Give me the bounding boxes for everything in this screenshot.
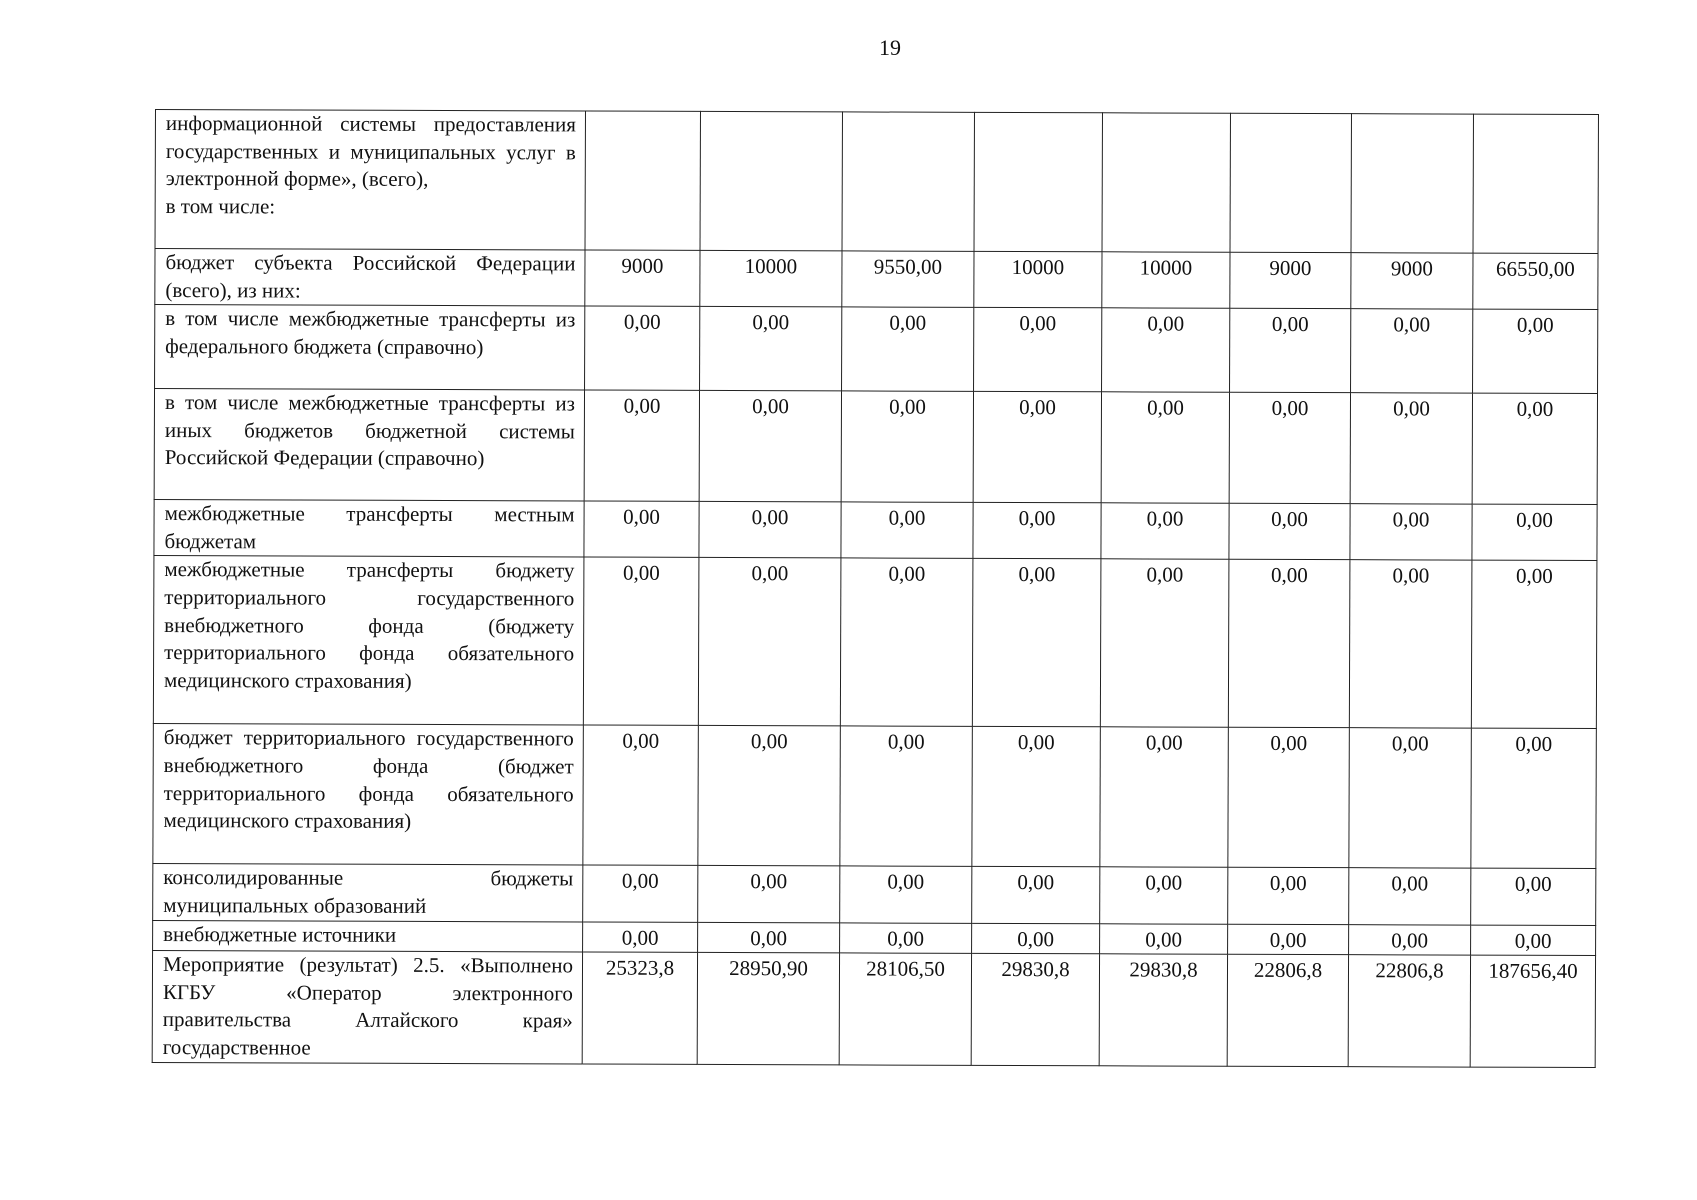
value-cell-year-2: 0,00 (700, 307, 842, 391)
row-label: бюджет территориального государственного внебюджетного фонда (бюджет территориального фонда обязательного медицинского страхования) (153, 724, 583, 866)
value-cell-year-3: 0,00 (840, 558, 973, 726)
value-cell-year-6: 0,00 (1228, 924, 1349, 955)
table-row-other-budget-transfers (154, 389, 1597, 505)
value-cell-year-6: 0,00 (1230, 308, 1351, 392)
value-cell-year-4: 29830,8 (971, 954, 1099, 1066)
value-cell-year-6: 0,00 (1228, 868, 1349, 925)
value-cell-year-1: 0,00 (583, 865, 698, 922)
value-cell-year-2: 0,00 (699, 502, 841, 559)
value-cell-total: 0,00 (1471, 868, 1596, 925)
value-cell-year-1: 0,00 (585, 306, 700, 390)
value-cell-year-7: 0,00 (1349, 868, 1471, 925)
value-cell-year-2 (700, 111, 842, 250)
value-cell-year-1: 0,00 (583, 725, 698, 865)
value-cell-year-6: 22806,8 (1227, 954, 1348, 1066)
value-cell-year-5: 0,00 (1100, 727, 1228, 867)
value-cell-year-4: 0,00 (972, 867, 1100, 924)
table-row-event-2-5 (152, 951, 1595, 1068)
value-cell-year-1: 25323,8 (582, 952, 697, 1064)
value-cell-year-5: 0,00 (1100, 559, 1229, 727)
value-cell-year-2: 0,00 (698, 866, 840, 923)
table-row-extrabudgetary-fund-budget (153, 724, 1596, 869)
table-row-local-budget-transfers (154, 500, 1597, 561)
value-cell-year-2: 10000 (700, 250, 842, 307)
value-cell-year-4: 0,00 (972, 923, 1100, 954)
value-cell-year-4: 10000 (974, 251, 1102, 308)
row-label: межбюджетные трансферты бюджету территориального государственного внебюджетного фонда (бюджету территориального фонда обязательного медицинского страхования) (153, 556, 584, 725)
value-cell-year-3: 0,00 (840, 922, 972, 953)
value-cell-total: 66550,00 (1473, 253, 1598, 310)
value-cell-year-5: 0,00 (1102, 308, 1230, 392)
budget-table (152, 109, 1599, 1068)
row-label (155, 110, 585, 251)
value-cell-year-4: 0,00 (973, 503, 1101, 560)
value-cell-year-2: 0,00 (698, 922, 840, 953)
row-label: бюджет субъекта Российской Федерации (всего), из них: (155, 249, 585, 307)
value-cell-year-7: 0,00 (1349, 924, 1471, 955)
row-label-text: информационной системы предоставления государственных и муниципальных услуг в электронной форме», (всего), (165, 111, 576, 192)
value-cell-year-6: 9000 (1230, 252, 1351, 309)
value-cell-total: 0,00 (1472, 504, 1597, 561)
value-cell-year-1: 0,00 (583, 557, 699, 725)
value-cell-year-7: 0,00 (1350, 393, 1472, 504)
value-cell-year-3: 0,00 (842, 307, 974, 391)
value-cell-year-4 (974, 112, 1102, 251)
value-cell-year-2: 0,00 (698, 726, 840, 866)
value-cell-year-7: 22806,8 (1348, 955, 1470, 1067)
value-cell-year-7 (1351, 114, 1473, 253)
value-cell-total: 0,00 (1471, 925, 1596, 956)
value-cell-year-5: 0,00 (1100, 923, 1228, 954)
value-cell-year-7: 0,00 (1349, 728, 1471, 868)
row-sublabel-text: в том числе: (165, 193, 276, 219)
value-cell-year-1 (585, 111, 700, 250)
value-cell-year-3: 0,00 (841, 502, 973, 559)
value-cell-total: 0,00 (1473, 309, 1598, 393)
value-cell-year-3: 0,00 (841, 391, 973, 502)
value-cell-year-1: 0,00 (584, 390, 699, 501)
value-cell-year-4: 0,00 (974, 308, 1102, 392)
value-cell-year-2: 28950,90 (697, 953, 839, 1065)
row-label: в том числе межбюджетные трансферты из федерального бюджета (справочно) (155, 305, 585, 391)
value-cell-year-5 (1102, 113, 1230, 252)
value-cell-year-3: 0,00 (840, 726, 972, 866)
value-cell-year-5: 0,00 (1101, 392, 1229, 503)
value-cell-total: 0,00 (1471, 560, 1597, 728)
value-cell-total: 187656,40 (1470, 955, 1595, 1067)
value-cell-year-3: 28106,50 (839, 953, 971, 1065)
table-row-regional-budget (155, 249, 1598, 310)
row-label: в том числе межбюджетные трансферты из иных бюджетов бюджетной системы Российской Федерации (справочно) (154, 389, 584, 502)
value-cell-year-1: 0,00 (583, 922, 698, 953)
value-cell-year-6: 0,00 (1228, 560, 1350, 728)
value-cell-year-7: 0,00 (1350, 504, 1472, 561)
value-cell-year-4: 0,00 (972, 727, 1100, 867)
value-cell-year-3 (842, 112, 974, 251)
page-number: 19 (879, 35, 901, 60)
value-cell-year-6: 0,00 (1229, 392, 1350, 503)
value-cell-year-2: 0,00 (699, 391, 841, 502)
table-row-extrabudgetary-fund-transfers (153, 556, 1597, 729)
value-cell-year-7: 0,00 (1349, 560, 1472, 728)
value-cell-year-6: 0,00 (1229, 503, 1350, 560)
value-cell-total: 0,00 (1472, 393, 1597, 504)
table-row-municipal-budgets (153, 864, 1596, 925)
value-cell-year-1: 0,00 (584, 501, 699, 558)
value-cell-year-5: 0,00 (1100, 867, 1228, 924)
value-cell-year-4: 0,00 (973, 392, 1101, 503)
value-cell-year-5: 10000 (1102, 252, 1230, 309)
value-cell-year-7: 9000 (1351, 253, 1473, 310)
table-row-extrabudgetary-sources (153, 920, 1596, 956)
row-label: межбюджетные трансферты местным бюджетам (154, 500, 584, 558)
value-cell-total (1473, 114, 1598, 253)
row-label: внебюджетные источники (153, 920, 583, 952)
value-cell-total: 0,00 (1471, 728, 1596, 868)
value-cell-year-3: 9550,00 (842, 251, 974, 308)
row-label: консолидированные бюджеты муниципальных образований (153, 864, 583, 922)
value-cell-year-1: 9000 (585, 250, 700, 307)
value-cell-year-6 (1230, 113, 1351, 252)
table-row-event-continuation (155, 110, 1598, 254)
value-cell-year-6: 0,00 (1228, 728, 1349, 868)
value-cell-year-7: 0,00 (1351, 309, 1473, 393)
value-cell-year-3: 0,00 (840, 866, 972, 923)
value-cell-year-5: 0,00 (1101, 503, 1229, 560)
value-cell-year-2: 0,00 (698, 558, 841, 726)
table-row-federal-transfers (155, 305, 1598, 394)
value-cell-year-5: 29830,8 (1099, 954, 1227, 1066)
value-cell-year-4: 0,00 (972, 559, 1101, 727)
row-label: Мероприятие (результат) 2.5. «Выполнено КГБУ «Оператор электронного правительства Алтайского края» государственное (152, 951, 582, 1065)
